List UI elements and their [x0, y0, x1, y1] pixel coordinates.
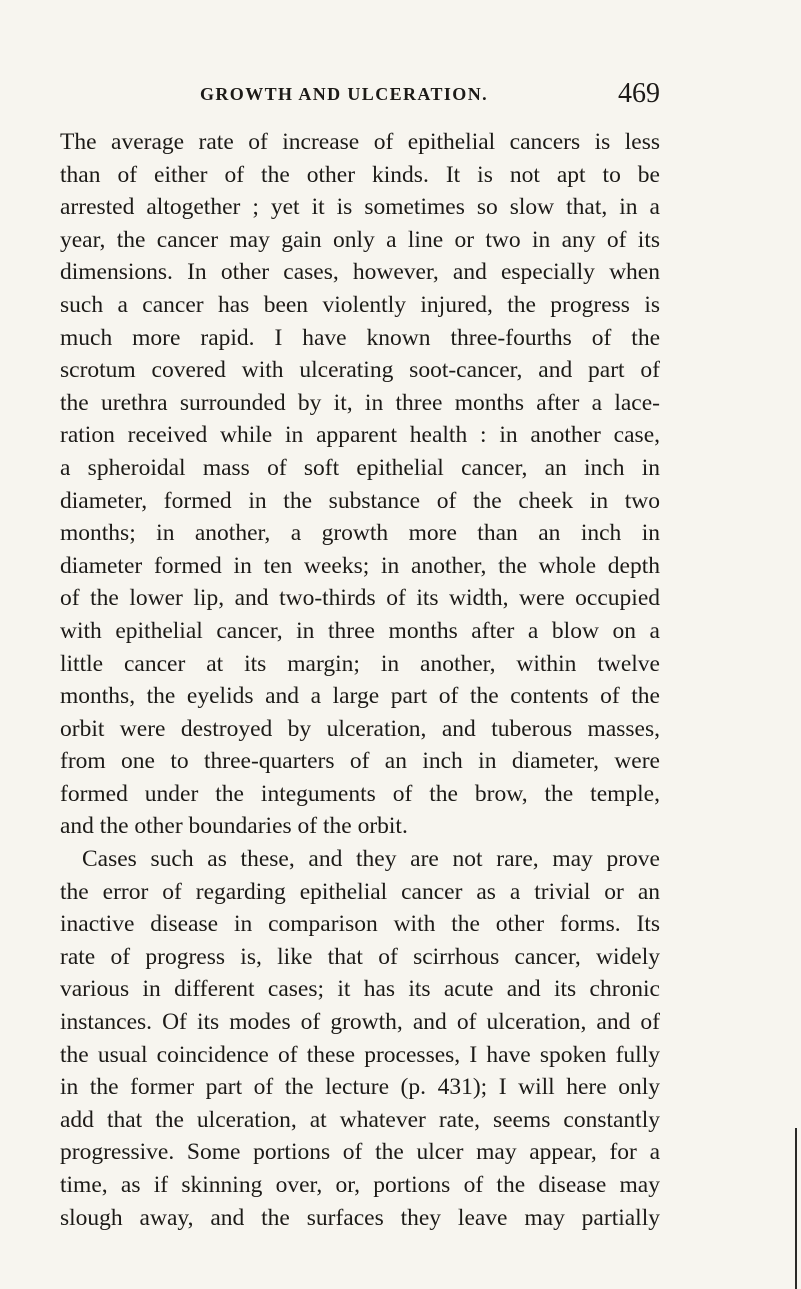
text-line: year, the cancer may gain only a line or two in any of its	[60, 226, 660, 253]
text-line: the usual coincidence of these processes, I have spoken fully	[60, 1041, 660, 1068]
running-title: GROWTH AND ULCERATION.	[200, 84, 488, 104]
text-line: a spheroidal mass of soft epithelial cancer, an inch in	[60, 454, 660, 481]
text-line: scrotum covered with ulcerating soot-cancer, and part of	[60, 357, 660, 384]
text-line: in the former part of the lecture (p. 431); I will here only	[60, 1074, 660, 1101]
text-line: much more rapid. I have known three-fourths of the	[60, 324, 660, 351]
text-line: the error of regarding epithelial cancer as a trivial or an	[60, 878, 660, 905]
text-line: arrested altogether ; yet it is sometimes so slow that, in a	[60, 194, 660, 221]
text-line: inactive disease in comparison with the other forms. Its	[60, 911, 660, 938]
text-line: the urethra surrounded by it, in three months after a lace-	[60, 389, 660, 416]
text-line: orbit were destroyed by ulceration, and tuberous masses,	[60, 715, 660, 742]
text-line: with epithelial cancer, in three months after a blow on a	[60, 617, 660, 644]
text-line-paragraph-start: Cases such as these, and they are not rare, may prove	[82, 846, 660, 873]
text-line: formed under the integuments of the brow, the temple,	[60, 780, 660, 807]
text-line: add that the ulceration, at whatever rate, seems constantly	[60, 1106, 660, 1133]
running-head	[60, 78, 660, 118]
text-line: various in different cases; it has its acute and its chronic	[60, 976, 660, 1003]
text-line: dimensions. In other cases, however, and especially when	[60, 259, 660, 286]
text-line: little cancer at its margin; in another, within twelve	[60, 650, 660, 677]
text-line: ration received while in apparent health : in another case,	[60, 422, 660, 449]
page-number: 469	[618, 78, 660, 109]
body-text	[60, 126, 660, 1234]
text-line-paragraph-end: and the other boundaries of the orbit.	[60, 813, 408, 840]
text-line: months, the eyelids and a large part of the contents of the	[60, 683, 660, 710]
text-line: diameter, formed in the substance of the cheek in two	[60, 487, 660, 514]
text-line: The average rate of increase of epithelial cancers is less	[60, 129, 660, 155]
text-line: instances. Of its modes of growth, and of ulceration, and of	[60, 1009, 660, 1036]
page-edge-line	[795, 1128, 797, 1289]
text-line: of the lower lip, and two-thirds of its width, were occupied	[60, 585, 660, 612]
text-line: diameter formed in ten weeks; in another, the whole depth	[60, 552, 660, 579]
text-line: such a cancer has been violently injured, the progress is	[60, 291, 660, 318]
text-line: slough away, and the surfaces they leave may partially	[60, 1204, 660, 1231]
text-line: from one to three-quarters of an inch in diameter, were	[60, 748, 660, 775]
text-line: progressive. Some portions of the ulcer may appear, for a	[60, 1139, 660, 1166]
text-line: than of either of the other kinds. It is not apt to be	[60, 161, 660, 188]
text-line: time, as if skinning over, or, portions of the disease may	[60, 1172, 660, 1198]
text-line: rate of progress is, like that of scirrhous cancer, widely	[60, 943, 660, 970]
text-line: months; in another, a growth more than an inch in	[60, 520, 660, 547]
